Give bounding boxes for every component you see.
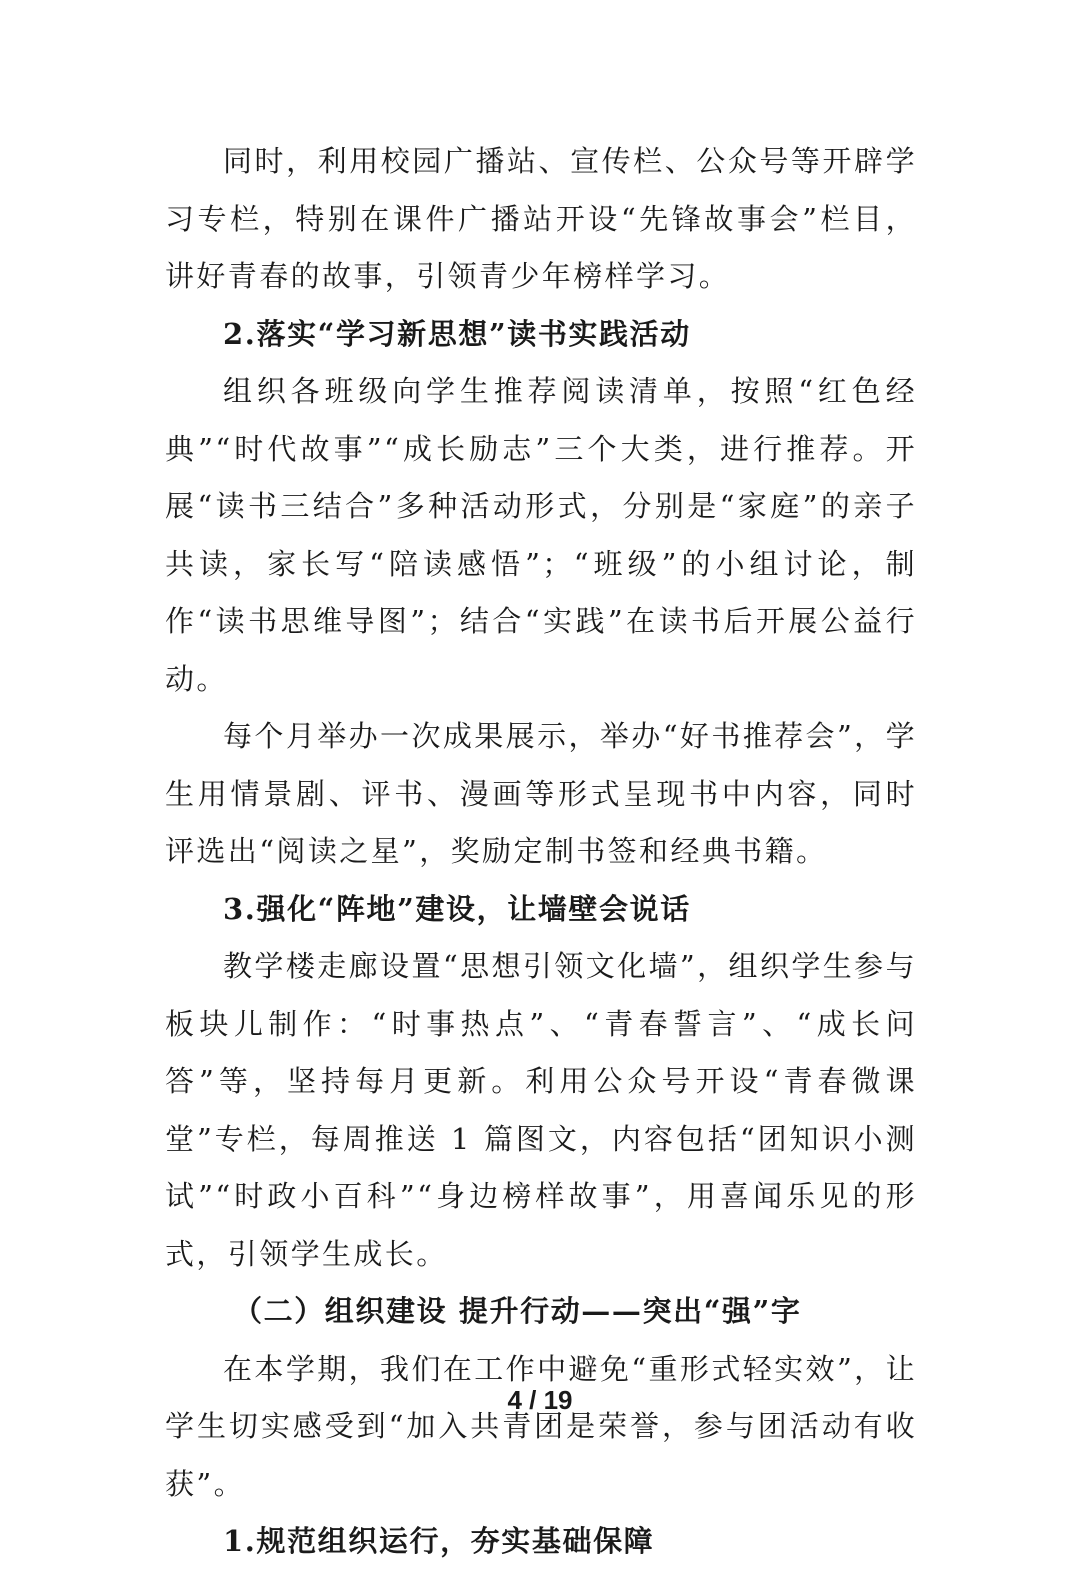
heading-reading-activity: 2.落实“学习新思想”读书实践活动 (223, 316, 691, 351)
paragraph-culture-wall: 教学楼走廊设置“思想引领文化墙”，组织学生参与板块儿制作：“时事热点”、“青春誓言”、“成长问答”等，坚持每月更新。利用公众号开设“青春微课堂”专栏，每周推送 1 篇图文，内容包括“团知识小测试”“时政小百科”“身边榜样故事”，用喜闻乐见的形式，引领学生成长。 (165, 949, 917, 1271)
section-heading-organization: （二）组织建设 提升行动——突出“强”字 (233, 1294, 802, 1328)
heading-position-building: 3.强化“阵地”建设，让墙壁会说话 (223, 891, 691, 926)
page-number: 4 / 19 (507, 1385, 573, 1415)
paragraph-reading-list: 组织各班级向学生推荐阅读清单，按照“红色经典”“时代故事”“成长励志”三个大类，进行推荐。开展“读书三结合”多种活动形式，分别是“家庭”的亲子共读，家长写“陪读感悟”；“班级”的小组讨论，制作“读书思维导图”；结合“实践”在读书后开展公益行动。 (165, 374, 917, 696)
document-body (165, 133, 917, 1571)
paragraph-semester-goal: 在本学期，我们在工作中避免“重形式轻实效”，让学生切实感受到“加入共青团是荣誉，参与团活动有收获”。 (165, 1351, 917, 1501)
heading-standardize-operation: 1.规范组织运行，夯实基础保障 (223, 1524, 655, 1558)
paragraph-monthly-showcase: 每个月举办一次成果展示，举办“好书推荐会”，学生用情景剧、评书、漫画等形式呈现书中内容，同时评选出“阅读之星”，奖励定制书签和经典书籍。 (165, 719, 917, 868)
paragraph-broadcast-column: 同时，利用校园广播站、宣传栏、公众号等开辟学习专栏，特别在课件广播站开设“先锋故事会”栏目，讲好青春的故事，引领青少年榜样学习。 (165, 144, 917, 293)
